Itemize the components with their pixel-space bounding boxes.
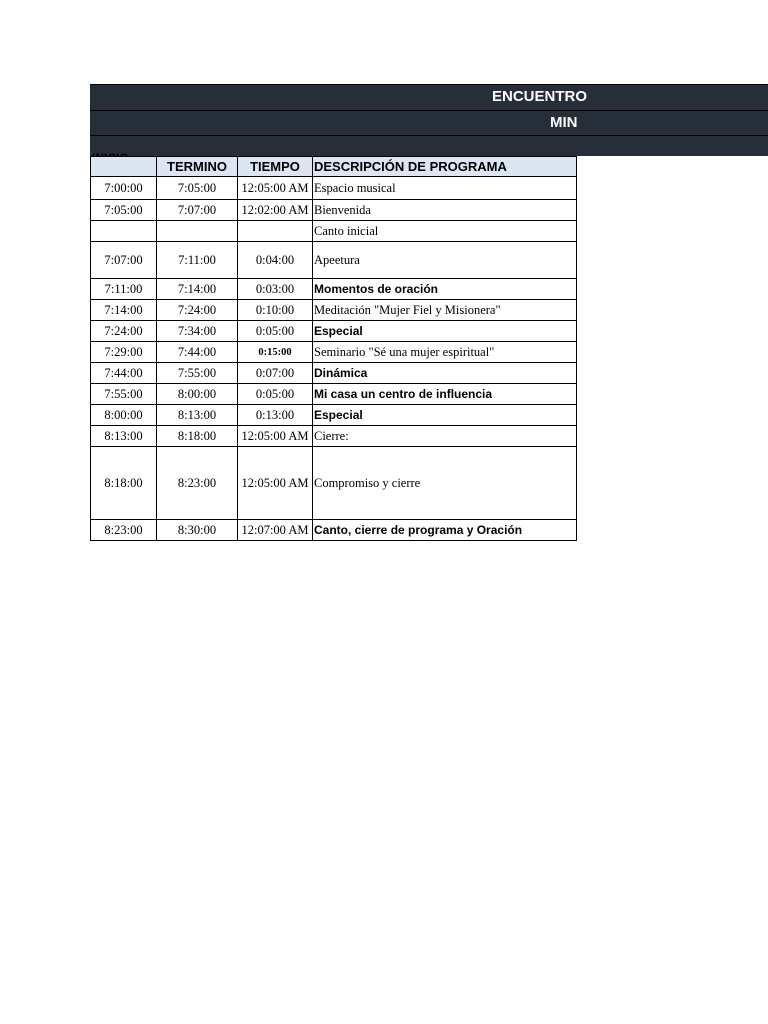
cell-inicio: 7:05:00 (91, 200, 157, 221)
cell-descripcion: Mi casa un centro de influencia (313, 384, 577, 405)
table-row (91, 520, 577, 541)
cell-termino: 7:55:00 (157, 363, 238, 384)
cell-tiempo: 12:07:00 AM (238, 520, 313, 541)
table-row (91, 426, 577, 447)
cell-tiempo: 0:10:00 (238, 300, 313, 321)
cell-inicio: 8:00:00 (91, 405, 157, 426)
cell-termino (157, 221, 238, 242)
cell-descripcion: Apeetura (313, 242, 577, 279)
column-header-inicio (91, 157, 157, 177)
cell-termino: 7:07:00 (157, 200, 238, 221)
table-header-row (91, 157, 577, 177)
cell-termino: 7:24:00 (157, 300, 238, 321)
cell-termino: 8:13:00 (157, 405, 238, 426)
cell-descripcion: Especial (313, 405, 577, 426)
column-header-tiempo: TIEMPO (238, 157, 313, 177)
table-row (91, 242, 577, 279)
cell-descripcion: Bienvenida (313, 200, 577, 221)
cell-tiempo: 12:05:00 AM (238, 177, 313, 200)
cell-inicio: 7:00:00 (91, 177, 157, 200)
table-row (91, 384, 577, 405)
table-row (91, 342, 577, 363)
cell-tiempo: 0:13:00 (238, 405, 313, 426)
program-table (90, 156, 577, 541)
table-row (91, 321, 577, 342)
cell-tiempo: 12:05:00 AM (238, 447, 313, 520)
cell-inicio: 8:18:00 (91, 447, 157, 520)
cell-inicio (91, 221, 157, 242)
cell-descripcion: Canto inicial (313, 221, 577, 242)
column-header-descripcion: DESCRIPCIÓN DE PROGRAMA (313, 157, 577, 177)
ministry-title: MIN (550, 114, 578, 131)
cell-tiempo (238, 221, 313, 242)
cell-inicio: 8:13:00 (91, 426, 157, 447)
cell-inicio: 7:24:00 (91, 321, 157, 342)
cell-inicio: 7:14:00 (91, 300, 157, 321)
cell-tiempo: 0:03:00 (238, 279, 313, 300)
cell-inicio: 7:44:00 (91, 363, 157, 384)
cell-tiempo: 12:05:00 AM (238, 426, 313, 447)
cell-inicio: 7:07:00 (91, 242, 157, 279)
event-title: ENCUENTRO (492, 88, 588, 105)
cell-termino: 7:14:00 (157, 279, 238, 300)
cell-tiempo: 0:04:00 (238, 242, 313, 279)
table-row (91, 405, 577, 426)
title-band-1 (90, 84, 768, 110)
cell-inicio: 7:29:00 (91, 342, 157, 363)
cell-descripcion: Cierre: (313, 426, 577, 447)
column-header-termino: TERMINO (157, 157, 238, 177)
table-row (91, 447, 577, 520)
cell-termino: 7:11:00 (157, 242, 238, 279)
cell-termino: 7:44:00 (157, 342, 238, 363)
cell-tiempo: 0:05:00 (238, 321, 313, 342)
cell-descripcion: Especial (313, 321, 577, 342)
cell-termino: 8:18:00 (157, 426, 238, 447)
cell-tiempo: 0:07:00 (238, 363, 313, 384)
cell-termino: 7:05:00 (157, 177, 238, 200)
title-band-2 (90, 110, 768, 135)
cell-descripcion: Seminario "Sé una mujer espiritual" (313, 342, 577, 363)
cell-descripcion: Momentos de oración (313, 279, 577, 300)
cell-tiempo: 12:02:00 AM (238, 200, 313, 221)
table-row (91, 177, 577, 200)
cell-descripcion: Dinámica (313, 363, 577, 384)
cell-descripcion: Meditación "Mujer Fiel y Misionera" (313, 300, 577, 321)
cell-descripcion: Canto, cierre de programa y Oración (313, 520, 577, 541)
cell-termino: 8:23:00 (157, 447, 238, 520)
table-row (91, 363, 577, 384)
table-row (91, 279, 577, 300)
cell-tiempo: 0:05:00 (238, 384, 313, 405)
table-row (91, 300, 577, 321)
table-row (91, 200, 577, 221)
cell-tiempo: 0:15:00 (238, 342, 313, 363)
cell-descripcion: Espacio musical (313, 177, 577, 200)
cell-inicio: 7:55:00 (91, 384, 157, 405)
cell-inicio: 7:11:00 (91, 279, 157, 300)
table-row (91, 221, 577, 242)
title-band-3 (90, 135, 768, 156)
cell-descripcion: Compromiso y cierre (313, 447, 577, 520)
cell-termino: 7:34:00 (157, 321, 238, 342)
cell-termino: 8:30:00 (157, 520, 238, 541)
cell-termino: 8:00:00 (157, 384, 238, 405)
cell-inicio: 8:23:00 (91, 520, 157, 541)
